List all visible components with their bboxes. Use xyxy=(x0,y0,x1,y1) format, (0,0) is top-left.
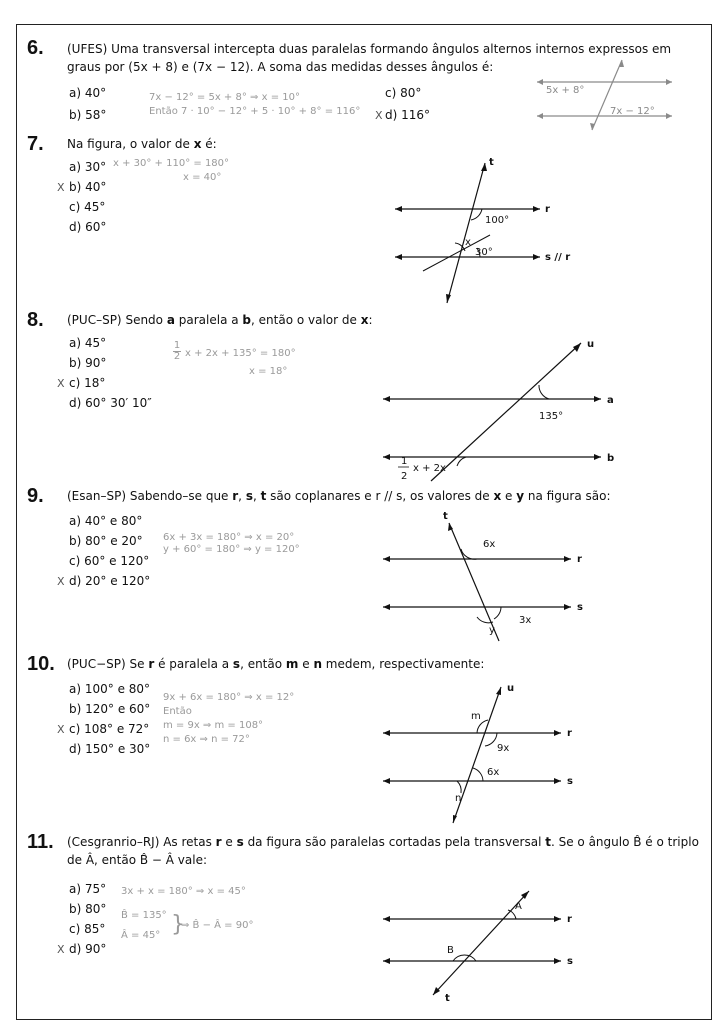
answer-mark: X xyxy=(375,109,383,122)
option-a[interactable]: a) 45° xyxy=(69,336,107,350)
question-statement: (PUC−SP) Se r é paralela a s, então m e n medem, respectivamente: xyxy=(67,657,485,671)
line-label: s xyxy=(567,776,573,787)
exercise-sheet xyxy=(16,24,712,1020)
work-fraction: 1 2 xyxy=(173,340,181,362)
option-a[interactable]: a) 100° e 80° xyxy=(69,682,151,696)
option-d[interactable]: d) 116° xyxy=(385,108,431,122)
line-label: r xyxy=(567,728,572,739)
option-b[interactable]: b) 80° xyxy=(69,902,107,916)
work-line: x + 2x + 135° = 180° xyxy=(185,348,296,359)
line-label: r xyxy=(577,554,582,565)
option-a[interactable]: a) 75° xyxy=(69,882,107,896)
figure-q6 xyxy=(532,60,682,130)
line-label: b xyxy=(607,453,615,464)
answer-mark: X xyxy=(57,943,65,956)
work-line: n = 6x ⇒ n = 72° xyxy=(163,734,250,745)
work-brace: } xyxy=(171,912,185,937)
angle-label: x + 2x xyxy=(413,463,446,474)
angle-label: 100° xyxy=(485,215,510,226)
answer-mark: X xyxy=(57,377,65,390)
line-label: u xyxy=(507,683,515,694)
question-statement: Na figura, o valor de x é: xyxy=(67,137,217,151)
option-b[interactable]: b) 58° xyxy=(69,108,107,122)
work-line: 9x + 6x = 180° ⇒ x = 12° xyxy=(163,692,295,703)
option-a[interactable]: a) 30° xyxy=(69,160,107,174)
option-c[interactable]: c) 60° e 120° xyxy=(69,554,150,568)
angle-label: m xyxy=(471,711,481,722)
angle-label: 6x xyxy=(487,767,500,778)
work-line: 6x + 3x = 180° ⇒ x = 20° xyxy=(163,532,295,543)
work-line: Â = 45° xyxy=(121,930,161,941)
question-statement: (PUC–SP) Sendo a paralela a b, então o valor de x: xyxy=(67,313,373,327)
line-label: s // r xyxy=(545,252,571,263)
figure-q9 xyxy=(381,509,601,639)
work-line: Então xyxy=(163,706,192,717)
work-line: m = 9x ⇒ m = 108° xyxy=(163,720,264,731)
option-d[interactable]: d) 90° xyxy=(69,942,107,956)
question-number: 6. xyxy=(27,37,44,59)
question-statement: (Esan–SP) Sabendo–se que r, s, t são coplanares e r // s, os valores de x e y na figura são: xyxy=(67,489,611,503)
line-label: t xyxy=(445,993,450,1004)
option-c[interactable]: c) 85° xyxy=(69,922,106,936)
line-label: u xyxy=(587,339,595,350)
figure-q7 xyxy=(385,153,585,303)
answer-mark: X xyxy=(57,575,65,588)
angle-label: 5x + 8° xyxy=(546,85,585,96)
angle-label: 9x xyxy=(497,743,510,754)
option-d[interactable]: d) 20° e 120° xyxy=(69,574,151,588)
question-number: 9. xyxy=(27,485,44,507)
figure-q10 xyxy=(381,679,601,829)
work-line: y + 60° = 180° ⇒ y = 120° xyxy=(163,544,300,555)
option-c[interactable]: c) 108° e 72° xyxy=(69,722,150,736)
work-line: x = 18° xyxy=(249,366,288,377)
question-number: 7. xyxy=(27,133,44,155)
angle-label: A xyxy=(515,901,522,912)
work-line: x = 40° xyxy=(183,172,222,183)
option-b[interactable]: b) 120° e 60° xyxy=(69,702,151,716)
question-number: 8. xyxy=(27,309,44,331)
figure-q11 xyxy=(381,871,601,1004)
figure-q8 xyxy=(381,333,621,482)
option-c[interactable]: c) 80° xyxy=(385,86,422,100)
work-line: 7x − 12° = 5x + 8° ⇒ x = 10° xyxy=(149,92,300,103)
option-d[interactable]: d) 60° 30′ 10″ xyxy=(69,396,152,410)
angle-label: y xyxy=(489,625,495,636)
question-statement: (Cesgranrio–RJ) As retas r e s da figura são paralelas cortadas pela transversal t. Se o ângulo B̂ é o triplo de Â, então B̂ − Â vale: xyxy=(67,835,699,867)
angle-label: n xyxy=(455,793,462,804)
work-line: Então 7 · 10° − 12° + 5 · 10° + 8° = 116° xyxy=(149,106,361,117)
answer-mark: X xyxy=(57,723,65,736)
fraction-denominator: 2 xyxy=(401,471,408,482)
line-label: s xyxy=(567,956,573,967)
work-line: ⇒ B̂ − Â = 90° xyxy=(181,920,254,931)
question-number: 10. xyxy=(27,653,55,675)
question-number: 11. xyxy=(27,831,54,853)
line-label: t xyxy=(443,511,448,522)
angle-label: 30° xyxy=(475,247,493,258)
question-statement: (UFES) Uma transversal intercepta duas paralelas formando ângulos alternos internos expressos em graus por (5x + 8) e (7x − 12). A soma das medidas desses ângulos é: xyxy=(67,42,672,74)
line-label: a xyxy=(607,395,614,406)
answer-mark: X xyxy=(57,181,65,194)
line-label: t xyxy=(489,157,494,168)
angle-label: 135° xyxy=(539,411,564,422)
angle-label: x xyxy=(465,237,471,248)
angle-label: 6x xyxy=(483,539,496,550)
line-label: s xyxy=(577,602,583,613)
angle-label: B xyxy=(447,945,454,956)
option-d[interactable]: d) 60° xyxy=(69,220,107,234)
line-label: r xyxy=(545,204,550,215)
option-a[interactable]: a) 40° e 80° xyxy=(69,514,143,528)
option-b[interactable]: b) 90° xyxy=(69,356,107,370)
work-line: B̂ = 135° xyxy=(121,910,167,921)
fraction-numerator: 1 xyxy=(401,456,408,467)
work-line: 3x + x = 180° ⇒ x = 45° xyxy=(121,886,246,897)
option-d[interactable]: d) 150° e 30° xyxy=(69,742,151,756)
option-c[interactable]: c) 18° xyxy=(69,376,106,390)
option-c[interactable]: c) 45° xyxy=(69,200,106,214)
option-b[interactable]: b) 40° xyxy=(69,180,107,194)
work-line: x + 30° + 110° = 180° xyxy=(113,158,230,169)
line-label: r xyxy=(567,914,572,925)
angle-label: 3x xyxy=(519,615,532,626)
option-a[interactable]: a) 40° xyxy=(69,86,107,100)
angle-label: 7x − 12° xyxy=(610,106,655,117)
option-b[interactable]: b) 80° e 20° xyxy=(69,534,143,548)
